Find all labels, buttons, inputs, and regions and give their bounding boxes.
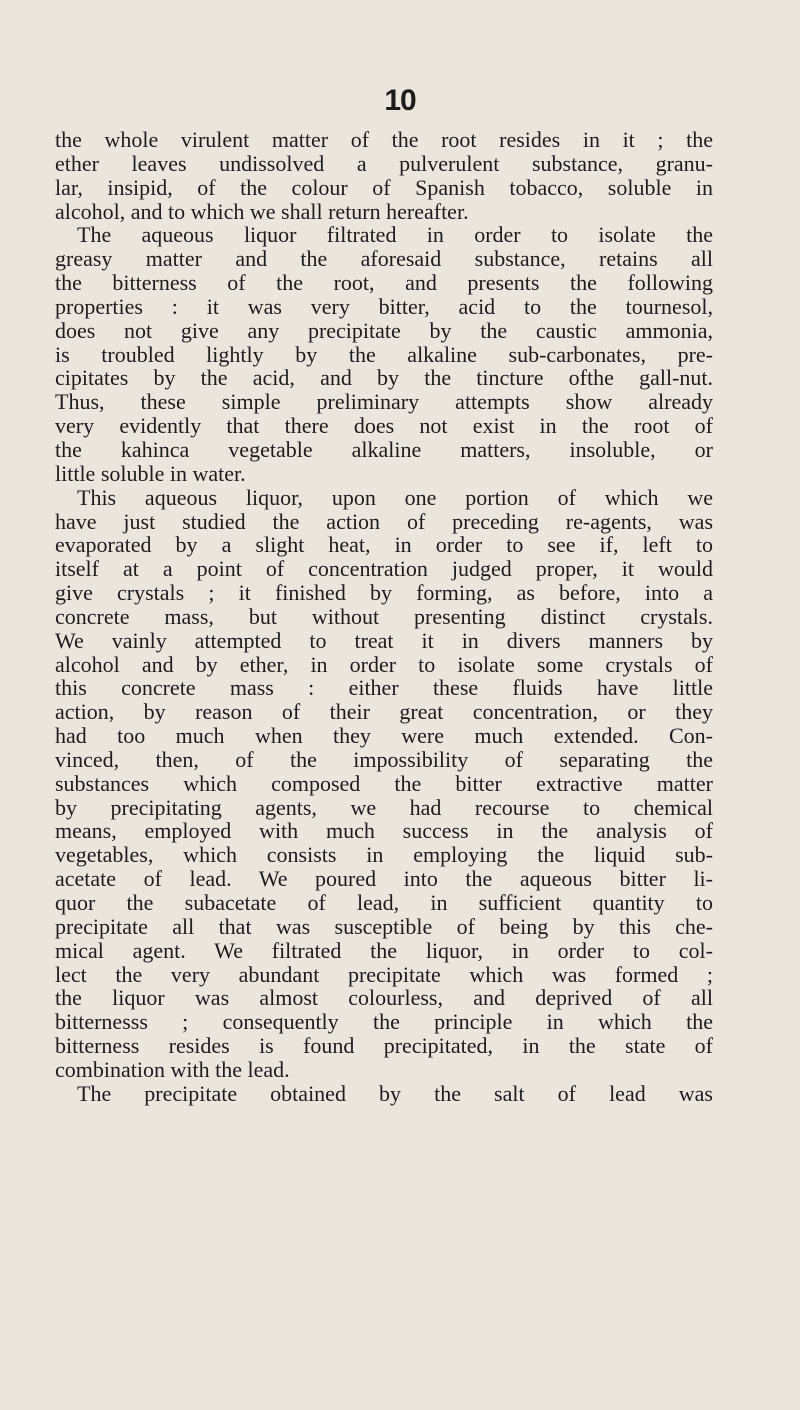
text-line: itself at a point of concentration judged proper, it would (55, 556, 713, 582)
text-line: precipitate all that was susceptible of being by this che- (55, 913, 713, 939)
text-line: little soluble in water. (55, 460, 246, 486)
text-line: vegetables, which consists in employing the liquid sub- (55, 842, 713, 868)
page-number: 10 (384, 84, 416, 117)
text-line: Thus, these simple preliminary attempts show already (55, 389, 713, 415)
text-line: combination with the lead. (55, 1056, 290, 1082)
text-line: The aqueous liquor filtrated in order to isolate the (77, 222, 713, 248)
text-line: properties : it was very bitter, acid to the tournesol, (55, 293, 713, 319)
text-line: This aqueous liquor, upon one portion of which we (77, 484, 713, 510)
text-line: by precipitating agents, we had recourse to chemical (55, 794, 713, 820)
text-line: greasy matter and the aforesaid substance, retains all (55, 246, 713, 272)
text-line: acetate of lead. We poured into the aqueous bitter li- (55, 866, 713, 892)
text-line: lar, insipid, of the colour of Spanish tobacco, soluble in (55, 174, 713, 200)
text-line: quor the subacetate of lead, in sufficient quantity to (55, 890, 713, 915)
text-line: cipitates by the acid, and by the tincture ofthe gall-nut. (55, 365, 713, 391)
body-text (55, 128, 713, 1106)
text-line: very evidently that there does not exist in the root of (55, 413, 713, 439)
text-line: vinced, then, of the impossibility of separating the (55, 746, 713, 772)
text-line: does not give any precipitate by the caustic ammonia, (55, 317, 713, 343)
text-line: ether leaves undissolved a pulverulent substance, granu- (55, 150, 713, 176)
text-line: evaporated by a slight heat, in order to see if, left to (55, 532, 713, 558)
text-line: The precipitate obtained by the salt of lead was (77, 1080, 713, 1106)
text-line: bitterness resides is found precipitated, in the state of (55, 1033, 713, 1059)
text-line: have just studied the action of preceding re-agents, was (55, 508, 713, 534)
text-line: alcohol and by ether, in order to isolate some crystals of (55, 651, 713, 677)
text-line: concrete mass, but without presenting distinct crystals. (55, 603, 713, 629)
text-line: means, employed with much success in the analysis of (55, 818, 713, 844)
text-line: alcohol, and to which we shall return hereafter. (55, 198, 469, 224)
text-line: the bitterness of the root, and presents the following (55, 270, 713, 296)
text-line: substances which composed the bitter extractive matter (55, 770, 713, 796)
text-line: the kahinca vegetable alkaline matters, insoluble, or (55, 436, 713, 462)
text-line: had too much when they were much extended. Con- (55, 723, 713, 749)
text-line: the whole virulent matter of the root resides in it ; the (55, 127, 713, 152)
text-line: this concrete mass : either these fluids have little (55, 675, 713, 701)
text-line: give crystals ; it finished by forming, as before, into a (55, 580, 713, 606)
text-line: is troubled lightly by the alkaline sub-carbonates, pre- (55, 341, 713, 367)
text-line: mical agent. We filtrated the liquor, in order to col- (55, 937, 713, 963)
text-line: the liquor was almost colourless, and deprived of all (55, 985, 713, 1011)
text-line: bitternesss ; consequently the principle in which the (55, 1009, 713, 1035)
text-line: action, by reason of their great concentration, or they (55, 699, 713, 725)
text-line: lect the very abundant precipitate which was formed ; (55, 961, 713, 987)
text-line: We vainly attempted to treat it in divers manners by (55, 627, 713, 653)
